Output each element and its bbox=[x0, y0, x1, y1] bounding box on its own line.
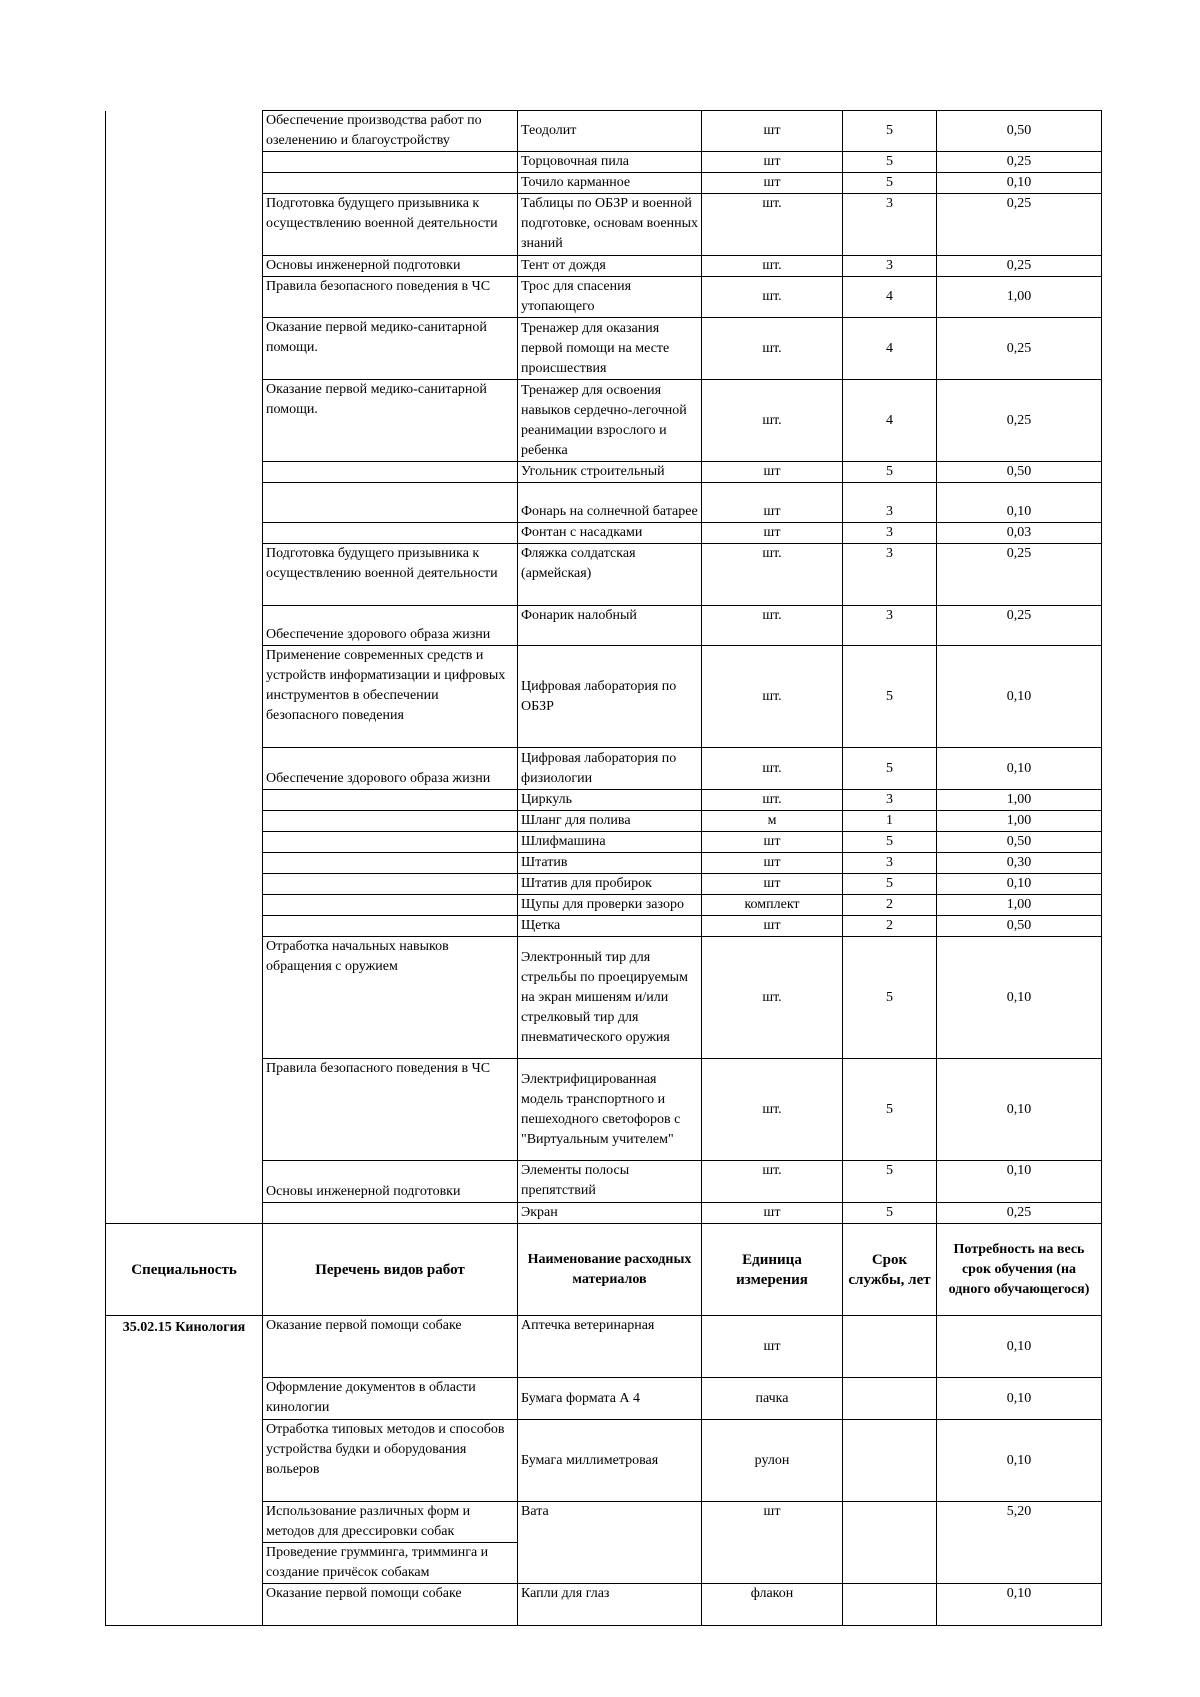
need-cell: 0,10 bbox=[937, 1059, 1102, 1161]
unit-cell: шт. bbox=[702, 194, 843, 256]
unit-cell: шт bbox=[702, 832, 843, 853]
service-life-cell bbox=[843, 1420, 937, 1502]
material-name-cell: Капли для глаз bbox=[518, 1584, 702, 1626]
work-type-cell bbox=[263, 790, 518, 811]
unit-cell: флакон bbox=[702, 1584, 843, 1626]
table-row bbox=[106, 111, 1102, 152]
unit-cell: шт. bbox=[702, 646, 843, 748]
need-cell: 0,10 bbox=[937, 1316, 1102, 1378]
material-name-cell: Бумага миллиметровая bbox=[518, 1420, 702, 1502]
material-name-cell: Точило карманное bbox=[518, 173, 702, 194]
table-row bbox=[106, 1316, 1102, 1378]
need-cell: 1,00 bbox=[937, 790, 1102, 811]
service-life-cell: 5 bbox=[843, 874, 937, 895]
material-name-cell: Фонтан с насадками bbox=[518, 523, 702, 544]
material-name-cell: Штатив bbox=[518, 853, 702, 874]
specialty-cell: 35.02.15 Кинология bbox=[106, 1316, 263, 1626]
material-name-cell: Экран bbox=[518, 1203, 702, 1224]
unit-cell: рулон bbox=[702, 1420, 843, 1502]
need-cell: 0,10 bbox=[937, 1161, 1102, 1203]
table-row bbox=[106, 937, 1102, 1059]
unit-cell: шт bbox=[702, 462, 843, 483]
work-type-cell: Оказание первой медико-санитарной помощи. bbox=[263, 318, 518, 380]
work-type-cell: Оказание первой медико-санитарной помощи. bbox=[263, 380, 518, 462]
unit-cell: шт. bbox=[702, 1161, 843, 1203]
service-life-cell: 3 bbox=[843, 194, 937, 256]
work-type-cell bbox=[263, 523, 518, 544]
material-name-cell: Шлифмашина bbox=[518, 832, 702, 853]
service-life-cell: 5 bbox=[843, 832, 937, 853]
need-cell: 0,25 bbox=[937, 194, 1102, 256]
work-type-cell bbox=[263, 483, 518, 523]
need-cell: 0,25 bbox=[937, 606, 1102, 646]
materials-table bbox=[105, 110, 1102, 1626]
material-name-cell: Цифровая лаборатория по ОБЗР bbox=[518, 646, 702, 748]
unit-cell: шт bbox=[702, 152, 843, 173]
material-name-cell: Фляжка солдатская (армейская) bbox=[518, 544, 702, 606]
service-life-cell bbox=[843, 1584, 937, 1626]
need-cell: 0,10 bbox=[937, 937, 1102, 1059]
service-life-cell: 5 bbox=[843, 748, 937, 790]
work-type-cell: Отработка типовых методов и способов устройства будки и оборудования вольеров bbox=[263, 1420, 518, 1502]
work-type-cell: Правила безопасного поведения в ЧС bbox=[263, 277, 518, 318]
service-life-cell: 5 bbox=[843, 646, 937, 748]
unit-cell: шт. bbox=[702, 318, 843, 380]
header-materials: Наименование расходных материалов bbox=[518, 1224, 702, 1316]
work-type-cell: Основы инженерной подготовки bbox=[263, 1161, 518, 1203]
material-name-cell: Циркуль bbox=[518, 790, 702, 811]
unit-cell: шт. bbox=[702, 606, 843, 646]
unit-cell: шт bbox=[702, 1316, 843, 1378]
service-life-cell: 4 bbox=[843, 380, 937, 462]
unit-cell: комплект bbox=[702, 895, 843, 916]
specialty-blank-cell bbox=[106, 111, 263, 937]
material-name-cell: Тренажер для оказания первой помощи на месте происшествия bbox=[518, 318, 702, 380]
work-type-cell bbox=[263, 462, 518, 483]
unit-cell: шт bbox=[702, 111, 843, 152]
service-life-cell: 5 bbox=[843, 1161, 937, 1203]
material-name-cell: Теодолит bbox=[518, 111, 702, 152]
material-name-cell: Цифровая лаборатория по физиологии bbox=[518, 748, 702, 790]
unit-cell: шт. bbox=[702, 544, 843, 606]
material-name-cell: Фонарик налобный bbox=[518, 606, 702, 646]
need-cell: 0,10 bbox=[937, 1420, 1102, 1502]
materials-table-body bbox=[106, 111, 1102, 1626]
service-life-cell: 3 bbox=[843, 523, 937, 544]
need-cell: 0,25 bbox=[937, 544, 1102, 606]
service-life-cell: 3 bbox=[843, 606, 937, 646]
material-name-cell: Трос для спасения утопающего bbox=[518, 277, 702, 318]
need-cell: 0,50 bbox=[937, 462, 1102, 483]
material-name-cell: Торцовочная пила bbox=[518, 152, 702, 173]
need-cell: 0,10 bbox=[937, 173, 1102, 194]
material-name-cell: Тент от дождя bbox=[518, 256, 702, 277]
unit-cell: шт. bbox=[702, 1059, 843, 1161]
need-cell: 0,03 bbox=[937, 523, 1102, 544]
service-life-cell: 5 bbox=[843, 173, 937, 194]
service-life-cell: 2 bbox=[843, 916, 937, 937]
need-cell: 1,00 bbox=[937, 811, 1102, 832]
work-type-cell: Подготовка будущего призывника к осуществлению военной деятельности bbox=[263, 194, 518, 256]
need-cell: 1,00 bbox=[937, 895, 1102, 916]
header-works: Перечень видов работ bbox=[263, 1224, 518, 1316]
material-name-cell: Щупы для проверки зазоро bbox=[518, 895, 702, 916]
service-life-cell: 1 bbox=[843, 811, 937, 832]
material-name-cell: Элементы полосы препятствий bbox=[518, 1161, 702, 1203]
material-name-cell: Вата bbox=[518, 1502, 702, 1584]
material-name-cell: Штатив для пробирок bbox=[518, 874, 702, 895]
service-life-cell: 5 bbox=[843, 111, 937, 152]
material-name-cell: Шланг для полива bbox=[518, 811, 702, 832]
need-cell: 0,10 bbox=[937, 483, 1102, 523]
work-type-cell bbox=[263, 874, 518, 895]
need-cell: 0,10 bbox=[937, 748, 1102, 790]
work-type-cell bbox=[263, 811, 518, 832]
material-name-cell: Электрифицированная модель транспортного и пешеходного светофоров с "Виртуальным учителем" bbox=[518, 1059, 702, 1161]
service-life-cell: 3 bbox=[843, 790, 937, 811]
unit-cell: шт bbox=[702, 1502, 843, 1584]
header-service-life: Срок службы, лет bbox=[843, 1224, 937, 1316]
unit-cell: шт bbox=[702, 523, 843, 544]
specialty-blank-cell bbox=[106, 937, 263, 1224]
work-type-cell bbox=[263, 152, 518, 173]
service-life-cell: 3 bbox=[843, 853, 937, 874]
service-life-cell: 4 bbox=[843, 277, 937, 318]
work-type-cell: Обеспечение здорового образа жизни bbox=[263, 606, 518, 646]
material-name-cell: Электронный тир для стрельбы по проецируемым на экран мишеням и/или стрелковый тир для пневматического оружия bbox=[518, 937, 702, 1059]
material-name-cell: Фонарь на солнечной батарее bbox=[518, 483, 702, 523]
work-type-cell bbox=[263, 1203, 518, 1224]
material-name-cell: Щетка bbox=[518, 916, 702, 937]
unit-cell: шт. bbox=[702, 790, 843, 811]
need-cell: 0,25 bbox=[937, 1203, 1102, 1224]
work-type-cell: Отработка начальных навыков обращения с оружием bbox=[263, 937, 518, 1059]
need-cell: 0,50 bbox=[937, 111, 1102, 152]
need-cell: 0,25 bbox=[937, 256, 1102, 277]
work-type-cell: Обеспечение производства работ по озеленению и благоустройству bbox=[263, 111, 518, 152]
service-life-cell bbox=[843, 1378, 937, 1420]
header-need: Потребность на весь срок обучения (на одного обучающегося) bbox=[937, 1224, 1102, 1316]
unit-cell: шт. bbox=[702, 937, 843, 1059]
need-cell: 5,20 bbox=[937, 1502, 1102, 1584]
unit-cell: шт. bbox=[702, 380, 843, 462]
service-life-cell: 5 bbox=[843, 462, 937, 483]
need-cell: 0,10 bbox=[937, 874, 1102, 895]
service-life-cell: 3 bbox=[843, 544, 937, 606]
unit-cell: шт. bbox=[702, 256, 843, 277]
need-cell: 0,25 bbox=[937, 380, 1102, 462]
work-type-cell bbox=[263, 853, 518, 874]
service-life-cell: 5 bbox=[843, 152, 937, 173]
work-type-cell bbox=[263, 832, 518, 853]
need-cell: 1,00 bbox=[937, 277, 1102, 318]
material-name-cell: Бумага формата А 4 bbox=[518, 1378, 702, 1420]
service-life-cell: 5 bbox=[843, 937, 937, 1059]
work-type-cell: Основы инженерной подготовки bbox=[263, 256, 518, 277]
need-cell: 0,50 bbox=[937, 832, 1102, 853]
need-cell: 0,25 bbox=[937, 152, 1102, 173]
unit-cell: шт. bbox=[702, 277, 843, 318]
need-cell: 0,10 bbox=[937, 646, 1102, 748]
unit-cell: шт. bbox=[702, 748, 843, 790]
need-cell: 0,10 bbox=[937, 1584, 1102, 1626]
material-name-cell: Тренажер для освоения навыков сердечно-легочной реанимации взрослого и ребенка bbox=[518, 380, 702, 462]
service-life-cell: 5 bbox=[843, 1059, 937, 1161]
material-name-cell: Угольник строительный bbox=[518, 462, 702, 483]
service-life-cell: 2 bbox=[843, 895, 937, 916]
work-type-cell bbox=[263, 895, 518, 916]
work-type-cell: Обеспечение здорового образа жизни bbox=[263, 748, 518, 790]
unit-cell: шт bbox=[702, 173, 843, 194]
service-life-cell: 3 bbox=[843, 483, 937, 523]
work-type-cell: Правила безопасного поведения в ЧС bbox=[263, 1059, 518, 1161]
header-specialty: Специальность bbox=[106, 1224, 263, 1316]
service-life-cell: 4 bbox=[843, 318, 937, 380]
material-name-cell: Аптечка ветеринарная bbox=[518, 1316, 702, 1378]
service-life-cell bbox=[843, 1316, 937, 1378]
unit-cell: шт bbox=[702, 483, 843, 523]
work-type-cell: Использование различных форм и методов для дрессировки собак bbox=[263, 1502, 518, 1543]
service-life-cell: 5 bbox=[843, 1203, 937, 1224]
need-cell: 0,30 bbox=[937, 853, 1102, 874]
unit-cell: пачка bbox=[702, 1378, 843, 1420]
header-unit: Единица измерения bbox=[702, 1224, 843, 1316]
unit-cell: шт bbox=[702, 853, 843, 874]
work-type-cell: Оказание первой помощи собаке bbox=[263, 1316, 518, 1378]
unit-cell: шт bbox=[702, 916, 843, 937]
need-cell: 0,25 bbox=[937, 318, 1102, 380]
unit-cell: шт bbox=[702, 874, 843, 895]
service-life-cell: 3 bbox=[843, 256, 937, 277]
work-type-cell: Оказание первой помощи собаке bbox=[263, 1584, 518, 1626]
material-name-cell: Таблицы по ОБЗР и военной подготовке, основам военных знаний bbox=[518, 194, 702, 256]
table-header-row bbox=[106, 1224, 1102, 1316]
work-type-cell bbox=[263, 173, 518, 194]
work-type-cell: Оформление документов в области кинологии bbox=[263, 1378, 518, 1420]
work-type-cell: Подготовка будущего призывника к осуществлению военной деятельности bbox=[263, 544, 518, 606]
unit-cell: м bbox=[702, 811, 843, 832]
need-cell: 0,50 bbox=[937, 916, 1102, 937]
service-life-cell bbox=[843, 1502, 937, 1584]
need-cell: 0,10 bbox=[937, 1378, 1102, 1420]
work-type-cell: Проведение грумминга, тримминга и создание причёсок собакам bbox=[263, 1543, 518, 1584]
work-type-cell: Применение современных средств и устройств информатизации и цифровых инструментов в обеспечении безопасного поведения bbox=[263, 646, 518, 748]
work-type-cell bbox=[263, 916, 518, 937]
unit-cell: шт bbox=[702, 1203, 843, 1224]
